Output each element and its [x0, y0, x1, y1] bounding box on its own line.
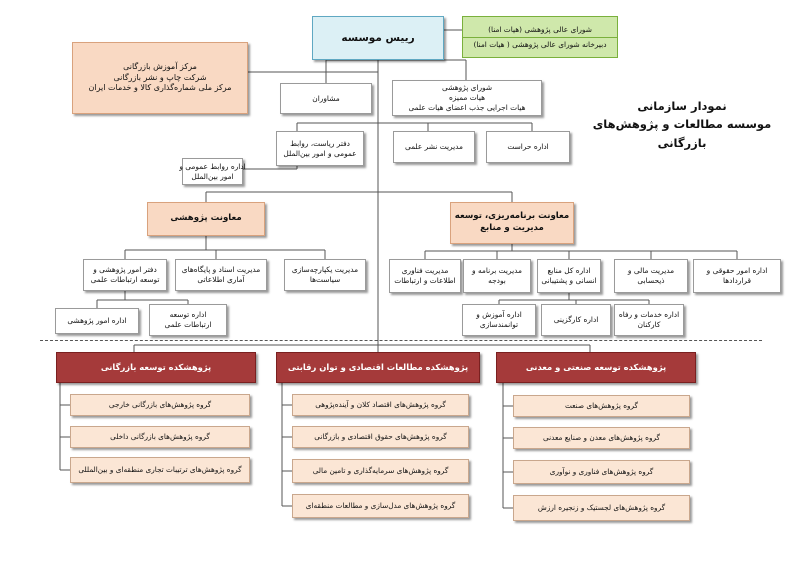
relations-dev-line1: اداره توسعه	[169, 310, 207, 320]
centers-line3: مرکز ملی شماره‌گذاری کالا و خدمات ایران	[88, 83, 232, 93]
selection-label: اداره کارگزینی	[553, 315, 599, 324]
group-label: گروه پژوهش‌های ترتیبات تجاری منطقه‌ای و بین‌المللی	[78, 465, 242, 475]
institute-economic-label: پژوهشکده مطالعات اقتصادی و توان رقابتی	[287, 361, 469, 372]
relations-dev-line2: ارتباطات علمی	[164, 320, 212, 329]
legal-line2: قراردادها	[722, 276, 752, 285]
chart-title-line2: موسسه مطالعات و پژوهش‌های بازرگانی	[592, 117, 772, 150]
training-line2: توانمندسازی	[479, 320, 519, 329]
chart-title-line1: نمودار سازمانی	[637, 99, 727, 113]
budget-line2: بودجه	[488, 276, 506, 285]
welfare-line1: اداره خدمات و رفاه	[618, 310, 680, 320]
research-affairs-box	[55, 308, 139, 334]
group-item	[70, 394, 250, 416]
group-item	[292, 494, 469, 518]
planning-deputy-line2: مدیریت و منابع	[480, 223, 544, 233]
training-line1: اداره آموزش و	[476, 310, 522, 320]
research-deputy-label: معاونت پژوهشی	[170, 213, 242, 224]
budget-line1: مدیریت برنامه و	[472, 266, 522, 276]
training-box	[462, 304, 536, 336]
group-item	[513, 460, 690, 484]
group-label: گروه پژوهش‌های اقتصاد کلان و آینده‌پژوهی	[315, 400, 446, 410]
group-label: گروه پژوهش‌های فناوری و نوآوری	[549, 467, 654, 477]
security-label: اداره حراست	[507, 142, 549, 151]
documents-box	[175, 259, 267, 291]
finance-line2: ذیحسابی	[637, 276, 665, 285]
it-line1: مدیریت فناوری	[401, 266, 449, 276]
council-line1: شورای پژوهشی	[441, 83, 493, 93]
office-box	[276, 131, 364, 166]
relations-dev-box	[149, 304, 227, 336]
institute-commerce-label: پژوهشکده توسعه بازرگانی	[100, 361, 212, 372]
advisors-box	[280, 83, 372, 114]
research-affairs-label: اداره امور پژوهشی	[67, 316, 127, 325]
public-relations-line1: اداره روابط عمومی و	[179, 161, 246, 171]
legal-line1: اداره امور حقوقی و	[706, 266, 768, 276]
security-box	[486, 131, 570, 163]
hr-line2: انسانی و پشتیبانی	[541, 276, 597, 285]
office-line1: دفتر ریاست، روابط	[290, 138, 350, 148]
legal-box	[693, 259, 781, 293]
group-item	[292, 459, 469, 483]
institute-economic-box	[276, 352, 480, 383]
research-deputy-box	[147, 202, 265, 236]
council-box	[392, 80, 542, 116]
publishing-label: مدیریت نشر علمی	[405, 142, 464, 151]
group-item	[70, 457, 250, 483]
group-label: گروه پژوهش‌های بازرگانی داخلی	[110, 432, 210, 442]
planning-deputy-box	[450, 202, 574, 244]
it-line2: اطلاعات و ارتباطات	[394, 276, 456, 285]
board-row-1: شورای عالی پژوهشی (هیات امنا)	[488, 24, 592, 34]
group-label: گروه پژوهش‌های سرمایه‌گذاری و تامین مالی	[312, 466, 449, 476]
head-label: رییس موسسه	[341, 31, 415, 44]
centers-line2: شرکت چاپ و نشر بازرگانی	[113, 72, 207, 82]
hr-line1: اداره کل منابع	[547, 266, 591, 276]
welfare-box	[614, 304, 684, 336]
group-label: گروه پژوهش‌های لجستیک و زنجیره ارزش	[537, 503, 666, 513]
institute-commerce-box	[56, 352, 256, 383]
documents-line2: آماری اطلاعاتی	[197, 275, 245, 284]
planning-deputy-line1: معاونت برنامه‌ریزی، توسعه	[454, 211, 570, 222]
board-row-2: دبیرخانه شورای عالی پژوهشی ( هیات امنا)	[463, 37, 617, 52]
policy-line1: مدیریت یکپارچه‌سازی	[291, 265, 359, 275]
it-box	[389, 259, 461, 293]
group-label: گروه پژوهش‌های صنعت	[564, 401, 639, 411]
separator-line	[40, 340, 762, 341]
office-line2: عمومی و امور بین‌الملل	[283, 148, 357, 158]
hr-box	[537, 259, 601, 293]
centers-box	[72, 42, 248, 114]
publishing-box	[393, 131, 475, 163]
policy-box	[284, 259, 366, 291]
group-label: گروه پژوهش‌های معدن و صنایع معدنی	[543, 433, 661, 443]
council-line2: هیات ممیزه	[448, 93, 486, 102]
research-office-line1: دفتر امور پژوهشی و	[93, 265, 157, 275]
public-relations-line2: امور بین‌الملل	[191, 171, 234, 181]
group-label: گروه پژوهش‌های بازرگانی خارجی	[108, 400, 212, 410]
group-label: گروه پژوهش‌های حقوق اقتصادی و بازرگانی	[314, 432, 447, 442]
research-office-box	[83, 259, 167, 291]
group-item	[70, 426, 250, 448]
group-item	[513, 495, 690, 521]
documents-line1: مدیریت اسناد و پایگاه‌های	[181, 265, 261, 275]
board-box	[462, 16, 618, 58]
advisors-label: مشاوران	[312, 93, 340, 103]
institute-industry-label: پژوهشکده توسعه صنعتی و معدنی	[525, 361, 667, 372]
group-item	[292, 426, 469, 448]
research-office-line2: توسعه ارتباطات علمی	[90, 275, 160, 284]
public-relations-box	[179, 158, 246, 185]
group-item	[513, 427, 690, 449]
selection-box	[541, 304, 611, 336]
finance-box	[614, 259, 688, 293]
head-box	[312, 16, 444, 60]
institute-industry-box	[496, 352, 696, 383]
council-line3: هیات اجرایی جذب اعضای هیات علمی	[408, 102, 526, 112]
policy-line2: سیاست‌ها	[309, 275, 341, 284]
budget-box	[463, 259, 531, 293]
group-item	[513, 395, 690, 417]
group-item	[292, 394, 469, 416]
centers-line1: مرکز آموزش بازرگانی	[123, 61, 197, 71]
welfare-line2: کارکنان	[637, 320, 661, 329]
group-label: گروه پژوهش‌های مدل‌سازی و مطالعات منطقه‌ای	[305, 501, 456, 511]
finance-line1: مدیریت مالی و	[627, 266, 675, 276]
chart-title	[592, 97, 772, 152]
